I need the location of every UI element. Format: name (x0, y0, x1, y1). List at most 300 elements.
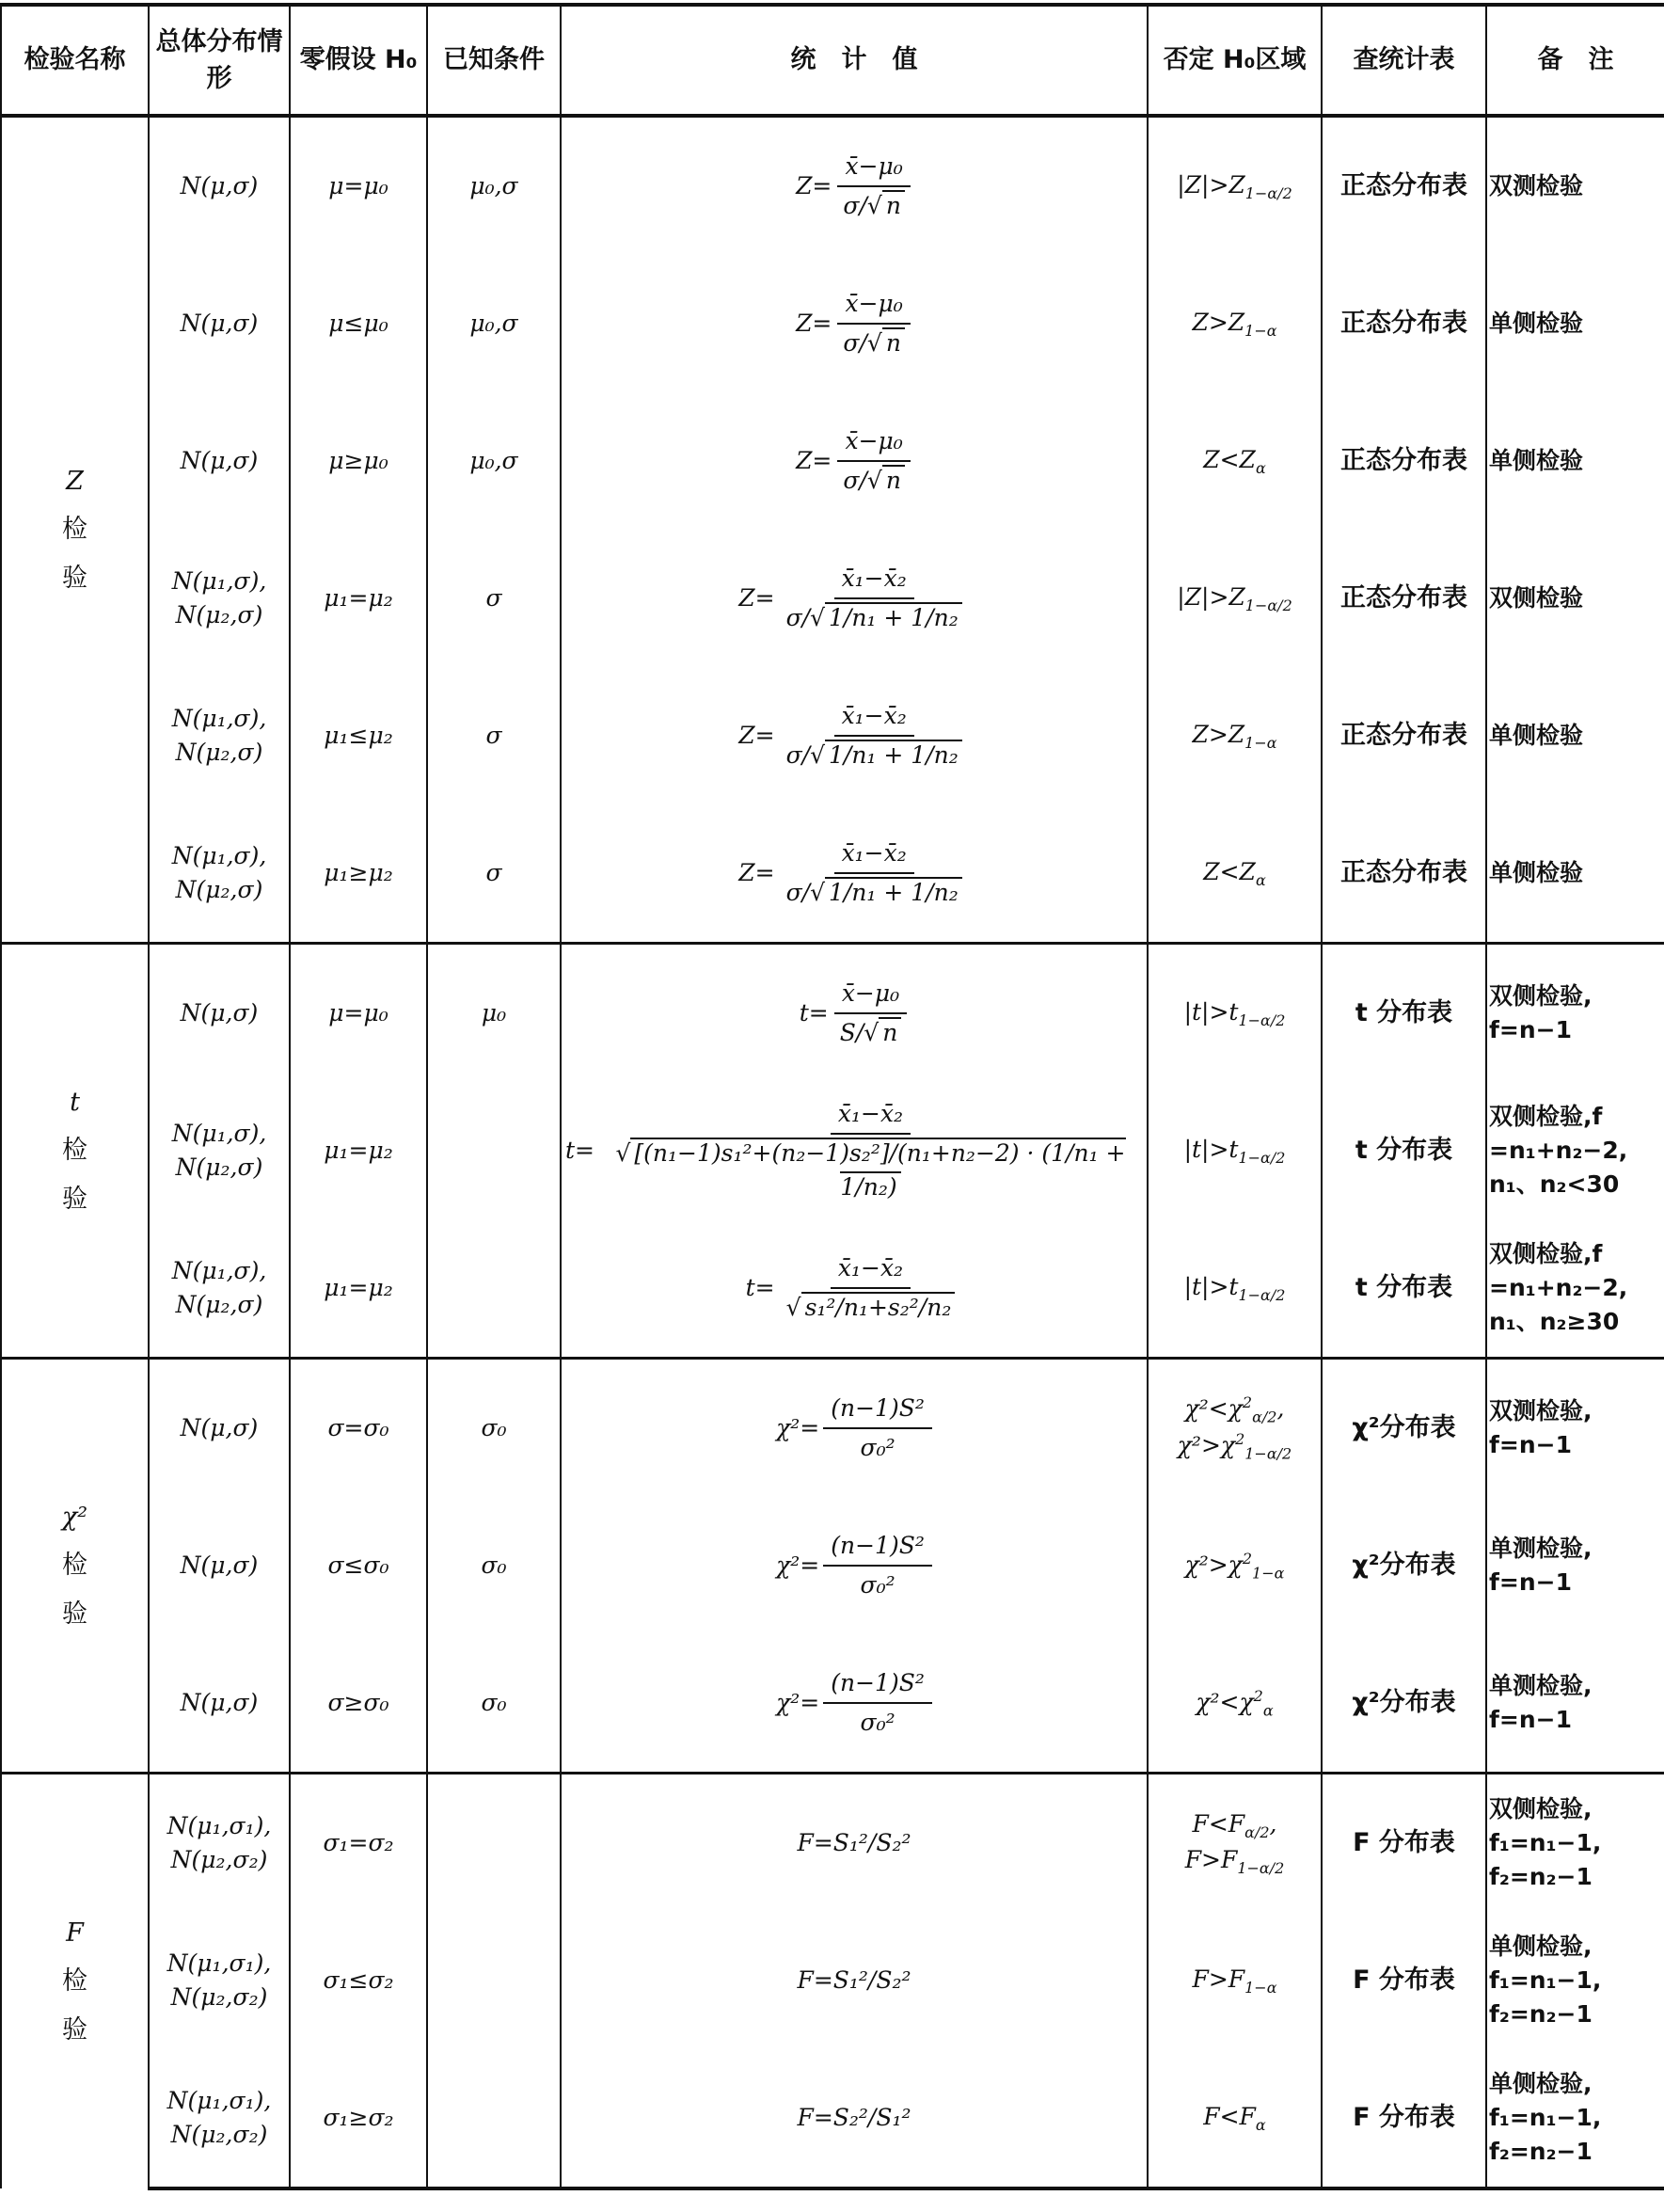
fraction (832, 977, 910, 1051)
table-row (1, 2049, 1664, 2188)
note-line: 双侧检验, (1489, 981, 1593, 1010)
sqrt-radicand: s₁²/n₁+s₂²/n₂ (801, 1292, 956, 1321)
fraction (835, 150, 912, 224)
distribution-cell (149, 116, 290, 255)
denominator-prefix: σ/√ (785, 741, 825, 769)
fraction-numerator: (n−1)S² (823, 1666, 932, 1704)
distribution-cell (149, 392, 290, 530)
null-hypothesis-cell: μ₁=μ₂ (290, 1219, 427, 1359)
table-row (1, 804, 1664, 944)
note-line: 单侧检验 (1489, 858, 1584, 886)
note-line: 双侧检验,f (1489, 1102, 1603, 1130)
notes-cell (1486, 392, 1664, 530)
fraction (835, 424, 912, 499)
denominator-prefix: σ/√ (785, 879, 825, 906)
statistic-cell (561, 2049, 1148, 2188)
notes-cell (1486, 2049, 1664, 2188)
reject-segment: , (1269, 1809, 1277, 1838)
statistic-cell (561, 944, 1148, 1083)
known-condition-cell (427, 1912, 561, 2049)
distribution-cell (149, 1219, 290, 1359)
reject-line (1152, 306, 1317, 342)
note-line: f₁=n₁−1, (1489, 2103, 1602, 2131)
formula (796, 424, 912, 499)
notes-cell (1486, 1082, 1664, 1219)
notes-cell (1486, 1359, 1664, 1498)
statistic-cell (561, 1634, 1148, 1774)
reject-line (1152, 1270, 1317, 1306)
reject-segment: χ²<χ (1196, 1688, 1254, 1716)
distribution-line: N(μ,σ) (180, 1413, 259, 1441)
null-hypothesis-cell: σ=σ₀ (290, 1359, 427, 1498)
null-hypothesis-cell: μ=μ₀ (290, 116, 427, 255)
hypothesis-test-table (0, 3, 1664, 2190)
reject-segment: Z<Z (1203, 857, 1256, 885)
sqrt-radicand: 1/n₁ + 1/n₂ (825, 602, 962, 631)
lookup-table-cell: t 分布表 (1322, 944, 1486, 1083)
distribution-cell (149, 804, 290, 944)
note-line: 单测检验, (1489, 1671, 1593, 1699)
reject-region-cell (1148, 944, 1322, 1083)
table-row (1, 1219, 1664, 1359)
fraction-denominator (779, 874, 970, 910)
null-hypothesis-cell: μ₁≥μ₂ (290, 804, 427, 944)
lookup-table-cell: F 分布表 (1322, 2049, 1486, 2188)
reject-segment: |t|>t (1183, 997, 1239, 1026)
known-condition-cell: σ₀ (427, 1497, 561, 1634)
test-name-char: 验 (62, 563, 87, 593)
fraction-denominator (835, 187, 912, 223)
known-condition-cell: μ₀ (427, 944, 561, 1083)
formula (797, 1826, 911, 1860)
reject-segment: α/2 (1244, 1822, 1270, 1841)
formula-lhs: Z= (738, 858, 775, 886)
test-name-char: 验 (62, 1599, 87, 1629)
table-row (1, 1912, 1664, 2049)
fraction-numerator: x̄−μ₀ (837, 287, 910, 325)
distribution-line: N(μ,σ) (180, 309, 259, 337)
statistic-cell (561, 1219, 1148, 1359)
distribution-line: N(μ₂,σ₂) (170, 2121, 268, 2148)
header-reject-region: 否定 H₀区域 (1148, 5, 1322, 116)
test-name-char: 验 (62, 1184, 87, 1214)
fraction-denominator (598, 1135, 1143, 1205)
fraction (779, 699, 970, 773)
table-row (1, 255, 1664, 392)
reject-segment: , (1276, 1394, 1285, 1423)
note-line: 单测检验, (1489, 1534, 1593, 1562)
formula (797, 2101, 911, 2135)
fraction-denominator (832, 1014, 910, 1050)
header-known: 已知条件 (427, 5, 561, 116)
reject-segment: F<F (1192, 1809, 1245, 1838)
known-condition-cell (427, 1774, 561, 1913)
formula-lhs: t= (565, 1136, 594, 1164)
note-line: =n₁+n₂−2, (1489, 1273, 1628, 1301)
fraction-numerator: x̄₁−x̄₂ (834, 699, 914, 737)
reject-line (1152, 1807, 1317, 1843)
fraction-denominator (835, 325, 912, 360)
sqrt-radicand: [(n₁−1)s₁²+(n₂−1)s₂²]/(n₁+n₂−2) · (1/n₁ + 1/n₂) (630, 1138, 1125, 1201)
table-row (1, 530, 1664, 667)
table-row (1, 1497, 1664, 1634)
notes-cell (1486, 944, 1664, 1083)
note-line: f₂=n₂−1 (1489, 1863, 1593, 1891)
notes-cell (1486, 116, 1664, 255)
reject-segment: α/2 (1252, 1408, 1277, 1426)
fraction-denominator (779, 599, 970, 635)
fraction-denominator (853, 1567, 903, 1602)
header-test-name: 检验名称 (1, 5, 149, 116)
notes-cell (1486, 530, 1664, 667)
reject-line (1152, 1133, 1317, 1169)
reject-line (1152, 718, 1317, 754)
reject-segment: α (1262, 1701, 1274, 1720)
reject-region-cell (1148, 1497, 1322, 1634)
reject-segment: 1−α/2 (1244, 183, 1292, 202)
distribution-line: N(μ₁,σ), (171, 566, 267, 595)
test-name-cell (1, 1774, 149, 2189)
sqrt-radicand: 1/n₁ + 1/n₂ (825, 740, 962, 769)
reject-line (1152, 2100, 1317, 2136)
formula-lhs: Z= (738, 721, 775, 749)
denominator-prefix: S/√ (839, 1019, 880, 1046)
note-line: f₂=n₂−1 (1489, 2138, 1593, 2166)
reject-segment: 2 (1242, 1549, 1253, 1567)
note-line: 单侧检验, (1489, 2069, 1593, 2097)
reject-segment: |Z|>Z (1177, 582, 1245, 611)
reject-line (1152, 1392, 1317, 1428)
distribution-line: N(μ₁,σ), (171, 1256, 267, 1284)
reject-segment: α (1255, 870, 1266, 889)
reject-line (1152, 1685, 1317, 1722)
known-condition-cell: σ (427, 667, 561, 804)
note-line: 单侧检验, (1489, 1932, 1593, 1960)
distribution-cell (149, 1912, 290, 2049)
formula (800, 977, 910, 1051)
distribution-line: N(μ₁,σ₁), (166, 1949, 272, 1977)
fraction (779, 562, 970, 636)
reject-line (1152, 1548, 1317, 1584)
test-name-cell (1, 1359, 149, 1774)
note-line: 单侧检验 (1489, 446, 1584, 474)
null-hypothesis-cell: σ₁≤σ₂ (290, 1912, 427, 2049)
lookup-table-cell: χ²分布表 (1322, 1359, 1486, 1498)
test-name-char: 验 (62, 2014, 87, 2045)
lookup-table-cell: χ²分布表 (1322, 1634, 1486, 1774)
table-row (1, 392, 1664, 530)
sqrt-radicand: n (879, 1017, 901, 1046)
formula-lhs: Z= (796, 446, 832, 474)
statistic-cell (561, 667, 1148, 804)
table-row (1, 1774, 1664, 1913)
distribution-cell (149, 1634, 290, 1774)
note-line: 单侧检验 (1489, 309, 1584, 337)
fraction-numerator: x̄₁−x̄₂ (831, 1251, 911, 1289)
reject-segment: 1−α (1252, 1564, 1285, 1583)
formula-lhs: t= (745, 1273, 775, 1301)
formula-lhs: χ²= (776, 1551, 820, 1579)
formula (796, 150, 912, 224)
notes-cell (1486, 667, 1664, 804)
notes-cell (1486, 804, 1664, 944)
distribution-cell (149, 255, 290, 392)
distribution-line: N(μ,σ) (180, 998, 259, 1026)
fraction (779, 1251, 963, 1326)
formula (565, 1097, 1143, 1205)
notes-cell (1486, 255, 1664, 392)
distribution-line: N(μ,σ) (180, 171, 259, 199)
lookup-table-cell: t 分布表 (1322, 1219, 1486, 1359)
distribution-cell (149, 1359, 290, 1498)
formula (776, 1666, 932, 1741)
reject-line (1152, 1963, 1317, 1998)
fraction-numerator: x̄₁−x̄₂ (834, 836, 914, 874)
reject-region-cell (1148, 1774, 1322, 1913)
table-row (1, 667, 1664, 804)
note-line: f=n−1 (1489, 1568, 1572, 1596)
statistic-cell (561, 1912, 1148, 2049)
reject-segment: Z>Z (1192, 308, 1245, 336)
statistic-cell (561, 1082, 1148, 1219)
denominator-prefix: σ/√ (843, 192, 882, 219)
distribution-line: N(μ₂,σ) (175, 1154, 263, 1181)
formula (746, 1251, 963, 1326)
known-condition-cell: μ₀,σ (427, 392, 561, 530)
lookup-table-cell: 正态分布表 (1322, 804, 1486, 944)
note-line: f=n−1 (1489, 1706, 1572, 1733)
denominator-prefix: √ (615, 1138, 631, 1167)
fraction (598, 1097, 1143, 1205)
distribution-cell (149, 667, 290, 804)
header-statistic: 统 计 值 (561, 5, 1148, 116)
reject-segment: |Z|>Z (1177, 170, 1245, 199)
denominator-prefix: σ₀² (860, 1434, 895, 1461)
distribution-cell (149, 2049, 290, 2188)
reject-region-cell (1148, 1359, 1322, 1498)
fraction-denominator (853, 1704, 903, 1740)
denominator-prefix: σ/√ (843, 467, 882, 494)
table-row (1, 116, 1664, 255)
null-hypothesis-cell: μ₁=μ₂ (290, 1082, 427, 1219)
fraction-denominator (779, 737, 970, 772)
sqrt-radicand: 1/n₁ + 1/n₂ (825, 877, 962, 906)
known-condition-cell: σ (427, 530, 561, 667)
reject-region-cell (1148, 1634, 1322, 1774)
distribution-line: N(μ₂,σ) (175, 601, 263, 629)
lookup-table-cell: F 分布表 (1322, 1774, 1486, 1913)
distribution-line: N(μ,σ) (180, 446, 259, 474)
distribution-line: N(μ₂,σ) (175, 1291, 263, 1318)
null-hypothesis-cell: μ=μ₀ (290, 944, 427, 1083)
distribution-cell (149, 1774, 290, 1913)
formula-lhs: t= (799, 998, 829, 1026)
note-line: 双测检验, (1489, 1396, 1593, 1424)
denominator-prefix: σ/√ (785, 604, 825, 631)
statistic-cell (561, 392, 1148, 530)
denominator-prefix: σ₀² (860, 1709, 895, 1736)
note-line: 单侧检验 (1489, 721, 1584, 749)
test-name-char: 检 (62, 1136, 87, 1166)
lookup-table-cell: t 分布表 (1322, 1082, 1486, 1219)
reject-segment: 1−α/2 (1238, 1011, 1286, 1029)
lookup-table-cell: F 分布表 (1322, 1912, 1486, 2049)
statistic-cell (561, 1774, 1148, 1913)
denominator-prefix: σ₀² (860, 1571, 895, 1599)
reject-segment: F<F (1203, 2102, 1256, 2130)
reject-region-cell (1148, 2049, 1322, 2188)
distribution-cell (149, 1497, 290, 1634)
null-hypothesis-cell: μ≤μ₀ (290, 255, 427, 392)
test-name-char: Z (66, 467, 84, 497)
reject-line (1152, 1843, 1317, 1879)
lookup-table-cell: χ²分布表 (1322, 1497, 1486, 1634)
reject-region-cell (1148, 392, 1322, 530)
known-condition-cell (427, 1082, 561, 1219)
statistic-cell (561, 1497, 1148, 1634)
reject-line (1152, 443, 1317, 479)
notes-cell (1486, 1634, 1664, 1774)
note-line: n₁、n₂<30 (1489, 1170, 1620, 1199)
reject-segment: 2 (1242, 1393, 1253, 1412)
reject-segment: F>F (1184, 1846, 1238, 1873)
lookup-table-cell: 正态分布表 (1322, 116, 1486, 255)
distribution-line: N(μ₂,σ) (175, 876, 263, 903)
known-condition-cell: μ₀,σ (427, 255, 561, 392)
distribution-line: N(μ₁,σ), (171, 1119, 267, 1147)
table-row (1, 1082, 1664, 1219)
test-name-char: 检 (62, 1966, 87, 1997)
sqrt-radicand: n (882, 190, 905, 219)
null-hypothesis-cell: σ₁≥σ₂ (290, 2049, 427, 2188)
table-row (1, 944, 1664, 1083)
formula-lhs: χ²= (776, 1413, 820, 1441)
fraction (823, 1529, 932, 1603)
known-condition-cell: μ₀,σ (427, 116, 561, 255)
reject-segment: α (1255, 2115, 1266, 2134)
reject-segment: Z>Z (1192, 720, 1245, 748)
note-line: n₁、n₂≥30 (1489, 1308, 1620, 1336)
fraction-numerator: x̄₁−x̄₂ (834, 562, 914, 599)
fraction (779, 836, 970, 911)
known-condition-cell: σ (427, 804, 561, 944)
reject-segment: 1−α/2 (1244, 596, 1292, 614)
header-null-hypothesis: 零假设 H₀ (290, 5, 427, 116)
lookup-table-cell: 正态分布表 (1322, 255, 1486, 392)
test-name-char: t (70, 1088, 80, 1118)
note-line: f₂=n₂−1 (1489, 2000, 1593, 2029)
fraction-denominator (779, 1289, 963, 1325)
reject-segment: 1−α (1244, 733, 1277, 752)
reject-line (1152, 855, 1317, 891)
formula-lhs: F=S₂²/S₁² (797, 2103, 911, 2131)
reject-region-cell (1148, 804, 1322, 944)
reject-segment: 1−α/2 (1237, 1859, 1285, 1877)
note-line: f₁=n₁−1, (1489, 1965, 1602, 1994)
reject-line (1152, 995, 1317, 1031)
formula (776, 1529, 932, 1603)
formula (797, 1964, 911, 1997)
test-name-char: 检 (62, 515, 87, 545)
fraction-numerator: x̄₁−x̄₂ (831, 1097, 911, 1135)
reject-segment: 1−α (1244, 1978, 1277, 1997)
reject-segment: χ²>χ (1177, 1431, 1236, 1459)
distribution-cell (149, 944, 290, 1083)
fraction (835, 287, 912, 361)
notes-cell (1486, 1497, 1664, 1634)
formula (738, 699, 970, 773)
reject-region-cell (1148, 1219, 1322, 1359)
note-line: f=n−1 (1489, 1431, 1572, 1458)
note-line: f=n−1 (1489, 1016, 1572, 1043)
formula-lhs: Z= (796, 309, 832, 337)
distribution-cell (149, 530, 290, 667)
note-line: 双侧检验,f (1489, 1239, 1603, 1267)
distribution-line: N(μ,σ) (180, 1688, 259, 1716)
notes-cell (1486, 1219, 1664, 1359)
denominator-prefix: σ/√ (843, 329, 882, 357)
notes-cell (1486, 1774, 1664, 1913)
distribution-line: N(μ₁,σ₁), (166, 1811, 272, 1839)
formula-lhs: Z= (796, 171, 832, 199)
test-name-char: F (66, 1918, 84, 1949)
fraction-numerator: (n−1)S² (823, 1392, 932, 1429)
distribution-line: N(μ₂,σ₂) (170, 1983, 268, 2011)
fraction-numerator: x̄−μ₀ (834, 977, 907, 1014)
test-name-char: 检 (62, 1551, 87, 1581)
reject-segment: |t|>t (1183, 1272, 1239, 1300)
fraction-numerator: x̄−μ₀ (837, 150, 910, 187)
header-row (1, 5, 1664, 116)
reject-region-cell (1148, 1082, 1322, 1219)
note-line: 双侧检验 (1489, 583, 1584, 612)
formula-lhs: F=S₁²/S₂² (797, 1828, 911, 1856)
reject-line (1152, 168, 1317, 204)
distribution-line: N(μ₁,σ₁), (166, 2086, 272, 2114)
distribution-line: N(μ₁,σ), (171, 704, 267, 732)
reject-segment: |t|>t (1183, 1135, 1239, 1163)
null-hypothesis-cell: μ₁≤μ₂ (290, 667, 427, 804)
formula-lhs: χ²= (776, 1688, 820, 1716)
reject-segment: Z<Z (1203, 445, 1256, 473)
fraction-numerator: x̄−μ₀ (837, 424, 910, 462)
formula (796, 287, 912, 361)
denominator-prefix: √ (785, 1294, 801, 1321)
reject-line (1152, 581, 1317, 616)
statistic-cell (561, 255, 1148, 392)
null-hypothesis-cell: μ≥μ₀ (290, 392, 427, 530)
reject-region-cell (1148, 1912, 1322, 2049)
test-name-char: χ² (61, 1503, 88, 1533)
fraction (823, 1666, 932, 1741)
reject-segment: 1−α/2 (1238, 1285, 1286, 1304)
reject-region-cell (1148, 116, 1322, 255)
reject-segment: 2 (1235, 1430, 1245, 1448)
header-distribution: 总体分布情形 (149, 5, 290, 116)
distribution-line: N(μ₂,σ) (175, 739, 263, 766)
statistic-cell (561, 1359, 1148, 1498)
header-lookup-table: 查统计表 (1322, 5, 1486, 116)
distribution-line: N(μ,σ) (180, 1551, 259, 1579)
fraction-denominator (853, 1429, 903, 1465)
statistic-cell (561, 530, 1148, 667)
table-row (1, 1634, 1664, 1774)
reject-segment: 2 (1253, 1686, 1263, 1705)
note-line: 双侧检验, (1489, 1794, 1593, 1822)
statistic-cell (561, 116, 1148, 255)
distribution-cell (149, 1082, 290, 1219)
fraction (823, 1392, 932, 1466)
